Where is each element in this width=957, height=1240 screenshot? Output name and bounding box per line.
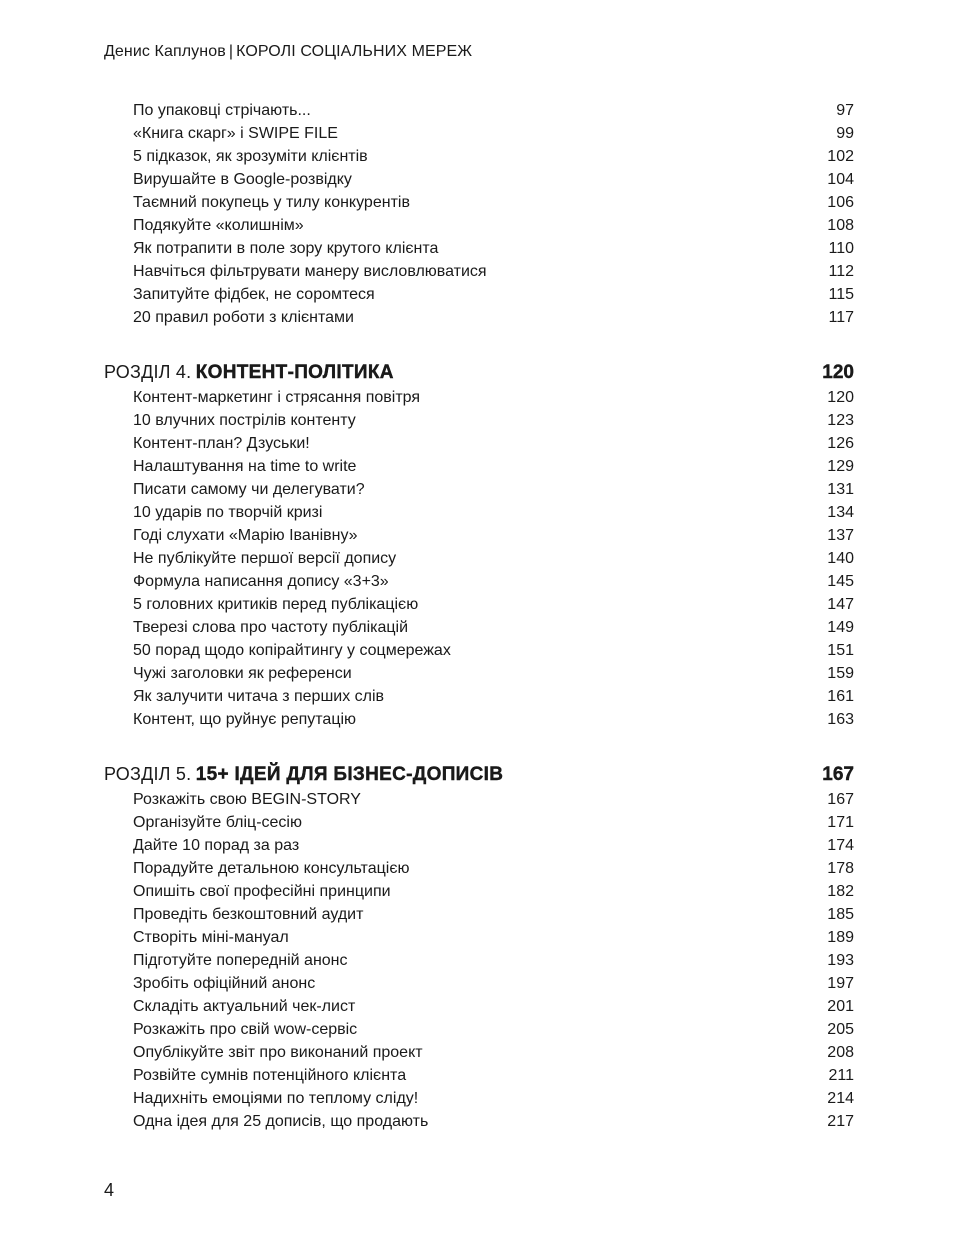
section-heading [104, 358, 854, 386]
toc-entry-page: 208 [827, 1044, 854, 1061]
toc-entry-title: Годі слухати «Марію Іванівну» [133, 527, 358, 544]
toc-entry-page: 159 [827, 665, 854, 682]
toc-entry [104, 524, 854, 547]
toc-entry-title: «Книга скарг» і SWIPE FILE [133, 125, 338, 142]
toc-entry-page: 214 [827, 1090, 854, 1107]
toc-entry [104, 237, 854, 260]
toc-entry-page: 123 [827, 412, 854, 429]
toc-entry [104, 834, 854, 857]
toc-entry-page: 99 [836, 125, 854, 142]
toc-entry-page: 197 [827, 975, 854, 992]
section-page: 120 [822, 362, 854, 383]
toc-entry [104, 1041, 854, 1064]
toc-entry-page: 126 [827, 435, 854, 452]
toc-entry-page: 117 [828, 309, 854, 326]
toc-entry-title: Розкажіть про свій wow-сервіс [133, 1021, 358, 1038]
toc-entry-page: 185 [827, 906, 854, 923]
toc-entry-title: 10 ударів по творчій кризі [133, 504, 323, 521]
toc-entry-title: Організуйте бліц-сесію [133, 814, 302, 831]
running-header [104, 43, 472, 61]
toc-entry-title: Підготуйте попередній анонс [133, 952, 348, 969]
toc-entry [104, 1110, 854, 1133]
toc-entry-title: 10 влучних пострілів контенту [133, 412, 356, 429]
toc-entry-title: Опишіть свої професійні принципи [133, 883, 391, 900]
toc-entry-page: 171 [827, 814, 854, 831]
toc-entry [104, 662, 854, 685]
toc-entry [104, 191, 854, 214]
toc-entry-page: 217 [827, 1113, 854, 1130]
toc-entry-page: 174 [827, 837, 854, 854]
toc-entry [104, 616, 854, 639]
toc-entry [104, 432, 854, 455]
toc-entry-title: Чужі заголовки як референси [133, 665, 352, 682]
table-of-contents [104, 99, 854, 1133]
toc-entry-page: 137 [827, 527, 854, 544]
toc-entry [104, 811, 854, 834]
toc-entry-page: 167 [827, 791, 854, 808]
toc-entry [104, 570, 854, 593]
toc-entry [104, 880, 854, 903]
toc-entry-title: Опублікуйте звіт про виконаний проект [133, 1044, 423, 1061]
toc-entry [104, 409, 854, 432]
section-heading-text [104, 760, 503, 790]
toc-entry [104, 455, 854, 478]
toc-section [104, 760, 854, 1133]
toc-entry [104, 501, 854, 524]
intro-entry-list [104, 99, 854, 329]
toc-entry-page: 131 [827, 481, 854, 498]
toc-entry-page: 104 [827, 171, 854, 188]
toc-entry-title: Складіть актуальний чек-лист [133, 998, 356, 1015]
toc-entry-title: Таємний покупець у тилу конкурентів [133, 194, 410, 211]
toc-entry-title: 5 підказок, як зрозуміти клієнтів [133, 148, 368, 165]
toc-entry-title: Не публікуйте першої версії допису [133, 550, 397, 567]
toc-entry-title: Як потрапити в поле зору крутого клієнта [133, 240, 439, 257]
toc-entry-page: 161 [827, 688, 854, 705]
toc-entry-page: 106 [827, 194, 854, 211]
toc-entry [104, 949, 854, 972]
toc-entry-page: 140 [827, 550, 854, 567]
toc-entry-title: 20 правил роботи з клієнтами [133, 309, 354, 326]
toc-entry-page: 163 [827, 711, 854, 728]
toc-entry [104, 926, 854, 949]
section-name: КОНТЕНТ-ПОЛІТИКА [195, 362, 394, 383]
toc-entry-title: Налаштування на time to write [133, 458, 357, 475]
toc-entry-page: 151 [827, 642, 854, 659]
section-name: 15+ ІДЕЙ ДЛЯ БІЗНЕС-ДОПИСІВ [195, 764, 504, 785]
section-heading [104, 760, 854, 788]
toc-entry [104, 99, 854, 122]
toc-entry-title: Проведіть безкоштовний аудит [133, 906, 364, 923]
toc-entry-page: 102 [827, 148, 854, 165]
toc-entry [104, 593, 854, 616]
toc-entry-title: Контент-план? Дзуськи! [133, 435, 310, 452]
toc-entry-page: 112 [828, 263, 854, 280]
toc-entry [104, 214, 854, 237]
toc-entry-title: Як залучити читача з перших слів [133, 688, 385, 705]
toc-entry [104, 168, 854, 191]
toc-entry-page: 97 [836, 102, 854, 119]
toc-entry-page: 205 [827, 1021, 854, 1038]
header-separator: | [228, 43, 234, 60]
author-name: Денис Каплунов [104, 43, 226, 60]
toc-entry [104, 995, 854, 1018]
toc-entry-title: Тверезі слова про частоту публікацій [133, 619, 409, 636]
section-list [104, 358, 854, 1133]
toc-entry [104, 857, 854, 880]
toc-entry-title: Запитуйте фідбек, не соромтеся [133, 286, 375, 303]
toc-entry-page: 134 [827, 504, 854, 521]
toc-entry-page: 149 [827, 619, 854, 636]
section-heading-text [104, 358, 394, 388]
toc-entry [104, 639, 854, 662]
toc-section [104, 358, 854, 731]
toc-entry [104, 386, 854, 409]
toc-entry-title: Формула написання допису «3+3» [133, 573, 389, 590]
section-label: РОЗДІЛ 5. [104, 764, 192, 784]
toc-entry-page: 182 [827, 883, 854, 900]
toc-entry [104, 478, 854, 501]
toc-entry-title: Порадуйте детальною консультацією [133, 860, 410, 877]
toc-entry-page: 129 [827, 458, 854, 475]
page-number: 4 [104, 1180, 115, 1200]
toc-entry-title: 5 головних критиків перед публікацією [133, 596, 419, 613]
toc-entry-title: По упаковці стрічають... [133, 102, 311, 119]
toc-entry [104, 972, 854, 995]
toc-entry-page: 110 [828, 240, 854, 257]
toc-entry [104, 685, 854, 708]
toc-entry-page: 147 [827, 596, 854, 613]
toc-entry-title: Надихніть емоціями по теплому сліду! [133, 1090, 419, 1107]
toc-entry [104, 145, 854, 168]
toc-entry-title: Зробіть офіційний анонс [133, 975, 316, 992]
toc-entry-title: Навчіться фільтрувати манеру висловлюватися [133, 263, 487, 280]
toc-entry-title: Контент, що руйнує репутацію [133, 711, 357, 728]
toc-entry [104, 708, 854, 731]
toc-entry-page: 108 [827, 217, 854, 234]
toc-entry [104, 1087, 854, 1110]
toc-entry-title: Розвійте сумнів потенційного клієнта [133, 1067, 407, 1084]
toc-entry-page: 201 [827, 998, 854, 1015]
toc-entry [104, 788, 854, 811]
toc-entry-title: Подякуйте «колишнім» [133, 217, 304, 234]
toc-entry-page: 120 [827, 389, 854, 406]
toc-entry-title: Дайте 10 порад за раз [133, 837, 300, 854]
toc-entry-title: Контент-маркетинг і стрясання повітря [133, 389, 421, 406]
toc-entry [104, 306, 854, 329]
toc-entry-page: 145 [827, 573, 854, 590]
toc-entry [104, 903, 854, 926]
toc-entry-title: 50 порад щодо копірайтингу у соцмережах [133, 642, 451, 659]
toc-entry-page: 189 [827, 929, 854, 946]
toc-entry-title: Розкажіть свою BEGIN-STORY [133, 791, 361, 808]
book-title: КОРОЛІ СОЦІАЛЬНИХ МЕРЕЖ [236, 43, 473, 60]
toc-entry-title: Вирушайте в Google-розвідку [133, 171, 352, 188]
toc-entry-title: Писати самому чи делегувати? [133, 481, 365, 498]
section-page: 167 [822, 764, 854, 785]
toc-entry-title: Створіть міні-мануал [133, 929, 289, 946]
toc-entry-page: 193 [827, 952, 854, 969]
section-label: РОЗДІЛ 4. [104, 362, 192, 382]
toc-entry [104, 1064, 854, 1087]
toc-entry-title: Одна ідея для 25 дописів, що продають [133, 1113, 429, 1130]
toc-entry-page: 115 [828, 286, 854, 303]
toc-entry [104, 260, 854, 283]
toc-entry [104, 283, 854, 306]
toc-entry-page: 211 [828, 1067, 854, 1084]
toc-entry [104, 1018, 854, 1041]
toc-entry-page: 178 [827, 860, 854, 877]
toc-entry [104, 547, 854, 570]
toc-entry [104, 122, 854, 145]
